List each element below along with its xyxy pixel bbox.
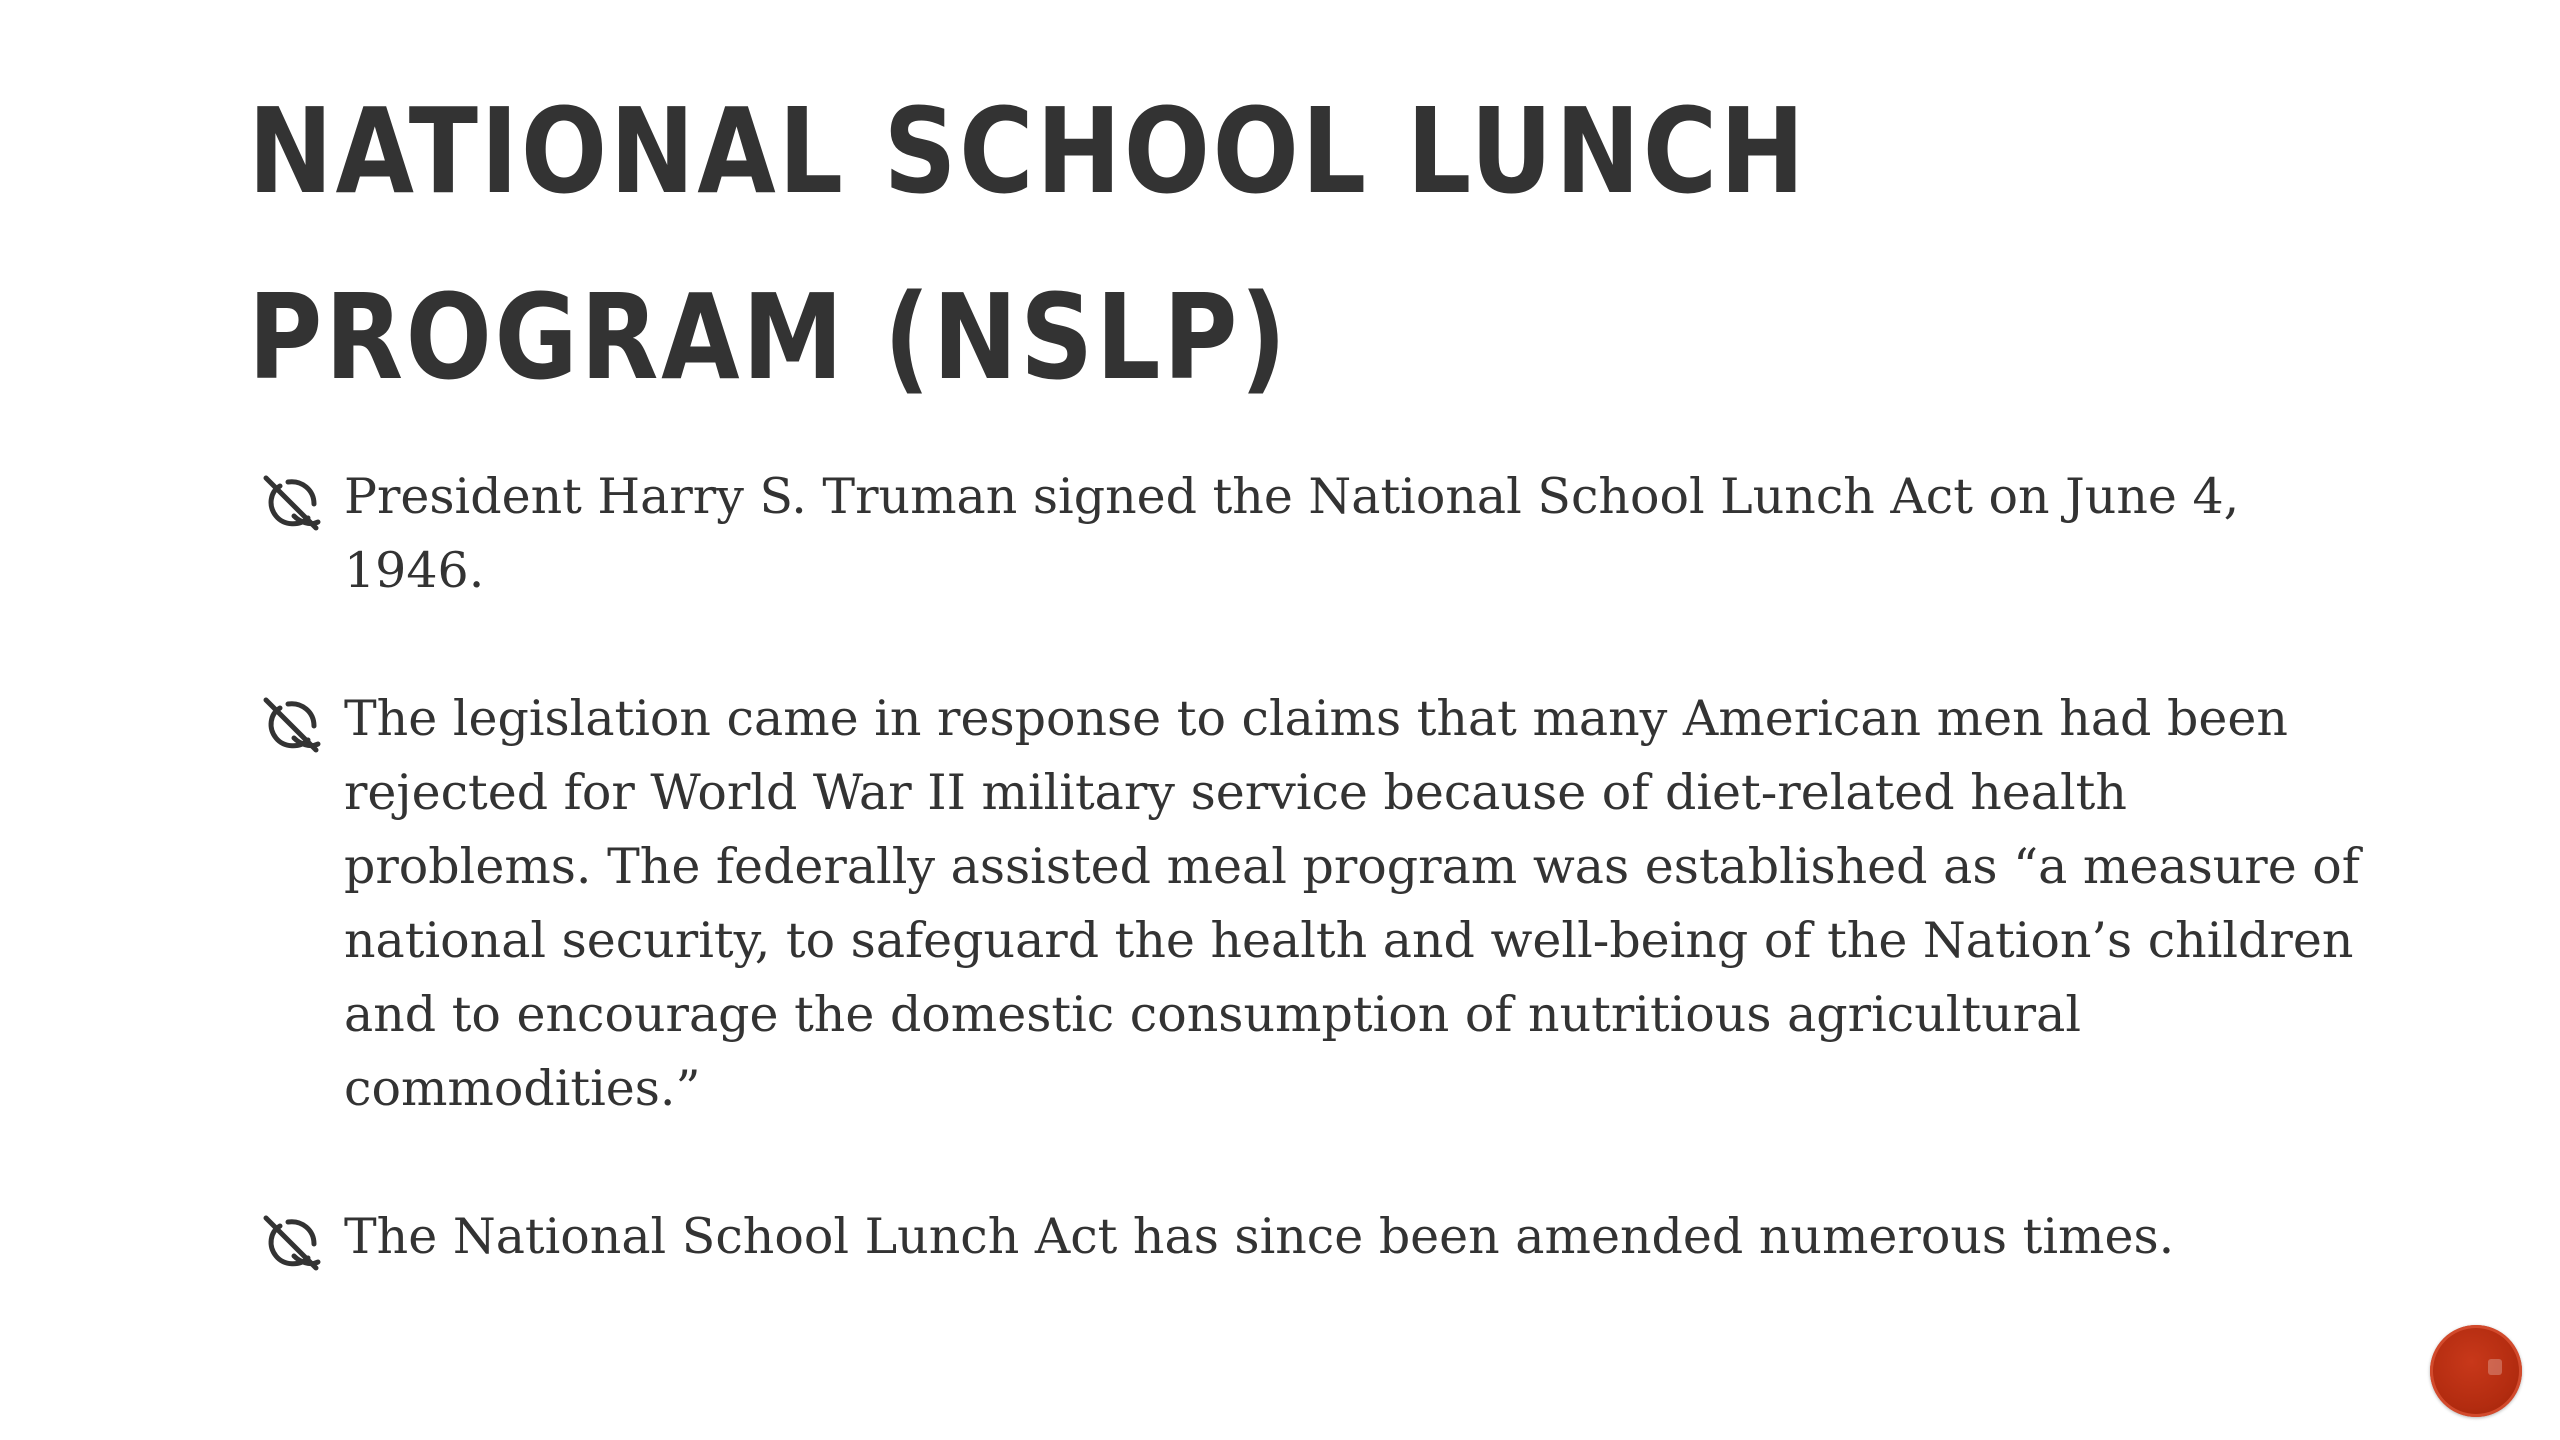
bullet-text: President Harry S. Truman signed the National School Lunch Act on June 4, 1946. xyxy=(344,468,2240,599)
bullet-text: The National School Lunch Act has since been amended numerous times. xyxy=(344,1208,2175,1265)
bullet-item xyxy=(258,1200,2368,1274)
scroll-bullet-icon xyxy=(258,1212,324,1278)
slide-title: NATIONAL SCHOOL LUNCH PROGRAM (NSLP) xyxy=(248,82,1808,406)
bullet-item xyxy=(258,460,2368,608)
bullet-text: The legislation came in response to claims that many American men had been rejected for World War II military service because of diet-related health problems. The federally assisted meal program was established as “a measure of national security, to safeguard the health and well-being of the Nation’s children and to encourage the domestic consumption of nutritious agricultural commodities.” xyxy=(344,690,2360,1117)
scroll-bullet-icon xyxy=(258,694,324,760)
scroll-bullet-icon xyxy=(258,472,324,538)
bullet-list xyxy=(258,460,2368,1348)
slide-nav-circle-icon[interactable] xyxy=(2430,1325,2522,1417)
bullet-item xyxy=(258,682,2368,1126)
